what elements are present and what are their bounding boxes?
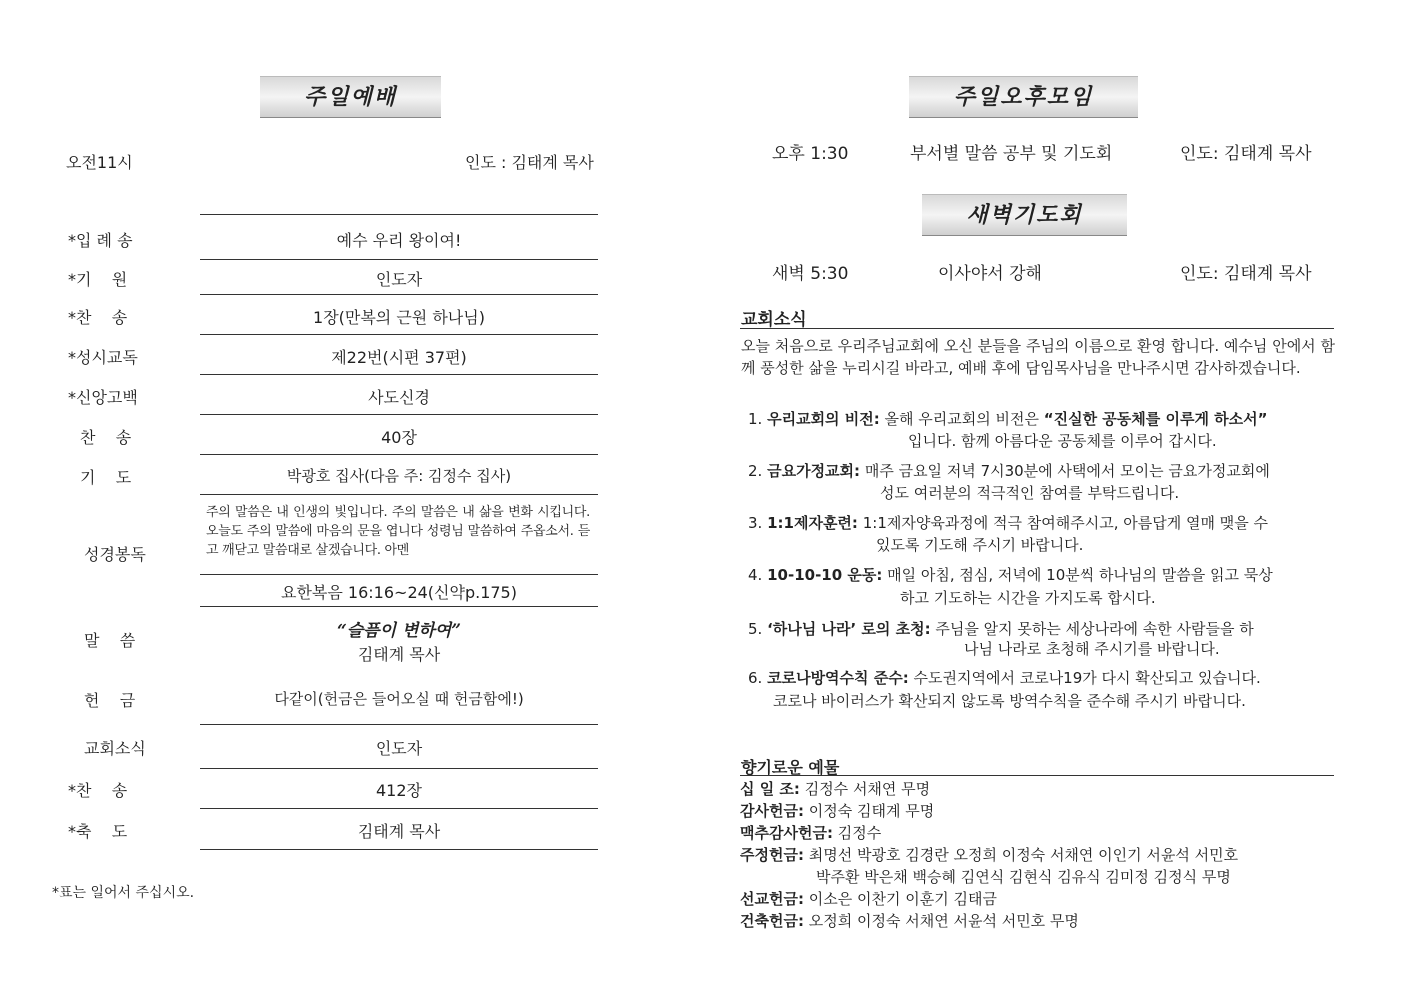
order-value: 예수 우리 왕이여! [336,231,462,250]
news-label: 교회소식 [84,739,146,758]
item-number: 3. [748,514,763,532]
order-rule [200,214,598,215]
order-value: 박광호 집사(다음 주: 김정수 집사) [286,467,512,485]
dawn-time: 새벽 5:30 [772,264,849,284]
order-rule [200,724,598,725]
order-rule [200,259,598,260]
item-head: 1:1제자훈련: [767,514,858,532]
offering-type: 맥추감사헌금: [740,824,833,842]
order-value: 40장 [381,428,417,447]
offering-type: 주정헌금: [740,846,804,864]
worship-title-box [260,76,441,118]
offering-row [816,866,1231,887]
order-label: *찬 송 [68,308,128,327]
offering-type: 선교헌금: [740,890,804,908]
order-rule [200,768,598,769]
item-text: 매일 아침, 점심, 저녁에 10분씩 하나님의 말씀을 읽고 묵상 [887,566,1273,584]
item-head: 10-10-10 운동: [767,566,883,584]
vision-motto: “진실한 공동체를 이루게 하소서” [1043,410,1268,428]
item-number: 4. [748,566,763,584]
item-number: 5. [748,620,763,638]
offering-row [740,844,1238,865]
order-rule [200,606,598,607]
offering-names: 박주환 박은채 백승혜 김연식 김현식 김유식 김미정 김정식 무명 [816,868,1231,886]
offering-row [740,800,934,821]
order-rule [200,849,598,850]
offering-names: 오정희 이정숙 서채연 서윤석 서민호 무명 [808,912,1079,930]
item-text: 매주 금요일 저녁 7시30분에 사택에서 모이는 금요가정교회에 [864,462,1270,480]
order-label: 기 도 [80,468,132,487]
item-text: 주님을 알지 못하는 세상나라에 속한 사람들을 하 [935,620,1254,638]
worship-leader: 인도 : 김태계 목사 [465,153,594,172]
offering-names: 최명선 박광호 김경란 오정희 이정숙 서채연 이인기 서윤석 서민호 [808,846,1239,864]
order-value: 인도자 [375,270,423,289]
offering-row [740,910,1079,931]
offering-heading: 향기로운 예물 [741,758,840,777]
order-value: 1장(만복의 근원 하나님) [313,308,485,327]
hymn2-label: *찬 송 [68,781,128,800]
item-text: 올해 우리교회의 비전은 [884,410,1044,428]
standing-footnote: *표는 일어서 주십시오. [52,885,195,901]
church-news-heading: 교회소식 [741,310,807,330]
news-item-cont: 코로나 바이러스가 확산되지 않도록 방역수칙을 준수해 주시기 바랍니다. [773,692,1246,710]
afternoon-desc: 부서별 말씀 공부 및 기도회 [910,144,1113,164]
welcome-text: 오늘 처음으로 우리주님교회에 오신 분들을 주님의 이름으로 환영 합니다. 예수님 안에서 함께 풍성한 삶을 누리시길 바라고, 예배 후에 담임목사님을 만나주시면 감사하겠습니다. [741,337,1335,377]
order-rule [200,494,598,495]
worship-title: 주일예배 [303,84,397,110]
offering-names: 이정숙 김태계 무명 [808,802,935,820]
news-value: 인도자 [375,739,423,758]
sermon-title: “슬픔이 변하여” [336,621,461,641]
order-rule [200,334,598,335]
order-label: *신앙고백 [68,388,138,407]
news-item [748,512,1338,534]
order-label: *성시교독 [68,348,138,367]
offering-rule [740,775,1334,776]
sermon-label: 말 씀 [84,631,136,650]
news-item [748,618,1338,640]
item-number: 2. [748,462,763,480]
order-value: 제22번(시편 37편) [331,348,467,367]
news-item-cont: 나님 나라로 초청해 주시기를 바랍니다. [964,640,1220,658]
hymn2-value: 412장 [376,781,422,800]
afternoon-title: 주일오후모임 [953,84,1094,110]
item-head: ‘하나님 나라’ 로의 초청: [767,620,931,638]
sermon-preacher: 김태계 목사 [357,645,441,664]
blessing-label: *축 도 [68,822,128,841]
item-head: 우리교회의 비전: [767,410,880,428]
offering-names: 김정수 서채연 무명 [804,780,931,798]
order-rule [200,414,598,415]
item-head: 금요가정교회: [767,462,861,480]
offering-row [740,778,930,799]
order-rule [200,574,598,575]
order-label: *기 원 [68,270,128,289]
news-item [748,408,1338,430]
item-text: 1:1제자양육과정에 적극 참여해주시고, 아름답게 열매 맺을 수 [862,514,1268,532]
news-item-cont: 있도록 기도해 주시기 바랍니다. [876,536,1084,554]
afternoon-time: 오후 1:30 [772,144,849,164]
scripture-reference: 요한복음 16:16~24(신약p.175) [281,583,517,602]
news-item [748,667,1338,689]
news-item-cont: 성도 여러분의 적극적인 참여를 부탁드립니다. [880,484,1180,502]
news-item [748,460,1338,482]
item-text: 수도권지역에서 코로나19가 다시 확산되고 있습니다. [913,669,1261,687]
order-label: 찬 송 [80,428,132,447]
order-value: 사도신경 [368,388,430,407]
dawn-title: 새벽기도회 [966,202,1083,228]
order-label: *입 례 송 [68,231,133,250]
offering-row [740,888,997,909]
offering-names: 김정수 [837,824,882,842]
dawn-leader: 인도: 김태계 목사 [1180,264,1312,284]
item-head: 코로나방역수칙 준수: [767,669,909,687]
dawn-desc: 이사야서 강해 [938,264,1042,284]
order-rule [200,374,598,375]
scripture-prayer: 주의 말씀은 내 인생의 빛입니다. 주의 말씀은 내 삶을 변화 시킵니다. 오늘도 주의 말씀에 마음의 문을 엽니다 성령님 말씀하여 주옵소서. 듣고 깨닫고 말씀대로 살겠습니다. 아멘 [206,505,590,558]
order-rule [200,294,598,295]
afternoon-title-box [909,76,1138,118]
news-rule [740,328,1334,329]
offering-row [740,822,881,843]
news-item [748,564,1338,586]
news-item-cont: 하고 기도하는 시간을 가지도록 합시다. [900,589,1156,607]
worship-time: 오전11시 [66,153,133,172]
order-rule [200,808,598,809]
order-rule [200,454,598,455]
offering-names: 이소은 이찬기 이훈기 김태금 [808,890,997,908]
offering-type: 감사헌금: [740,802,804,820]
dawn-title-box [922,194,1127,236]
item-number: 1. [748,410,763,428]
news-item-cont: 입니다. 함께 아름다운 공동체를 이루어 갑시다. [908,432,1217,450]
blessing-value: 김태계 목사 [357,822,441,841]
offering-value: 다같이(헌금은 들어오실 때 헌금함에!) [274,690,524,708]
offering-type: 십 일 조: [740,780,800,798]
scripture-label: 성경봉독 [84,545,146,564]
offering-type: 건축헌금: [740,912,804,930]
item-number: 6. [748,669,763,687]
offering-label: 헌 금 [84,691,136,710]
afternoon-leader: 인도: 김태계 목사 [1180,144,1312,164]
